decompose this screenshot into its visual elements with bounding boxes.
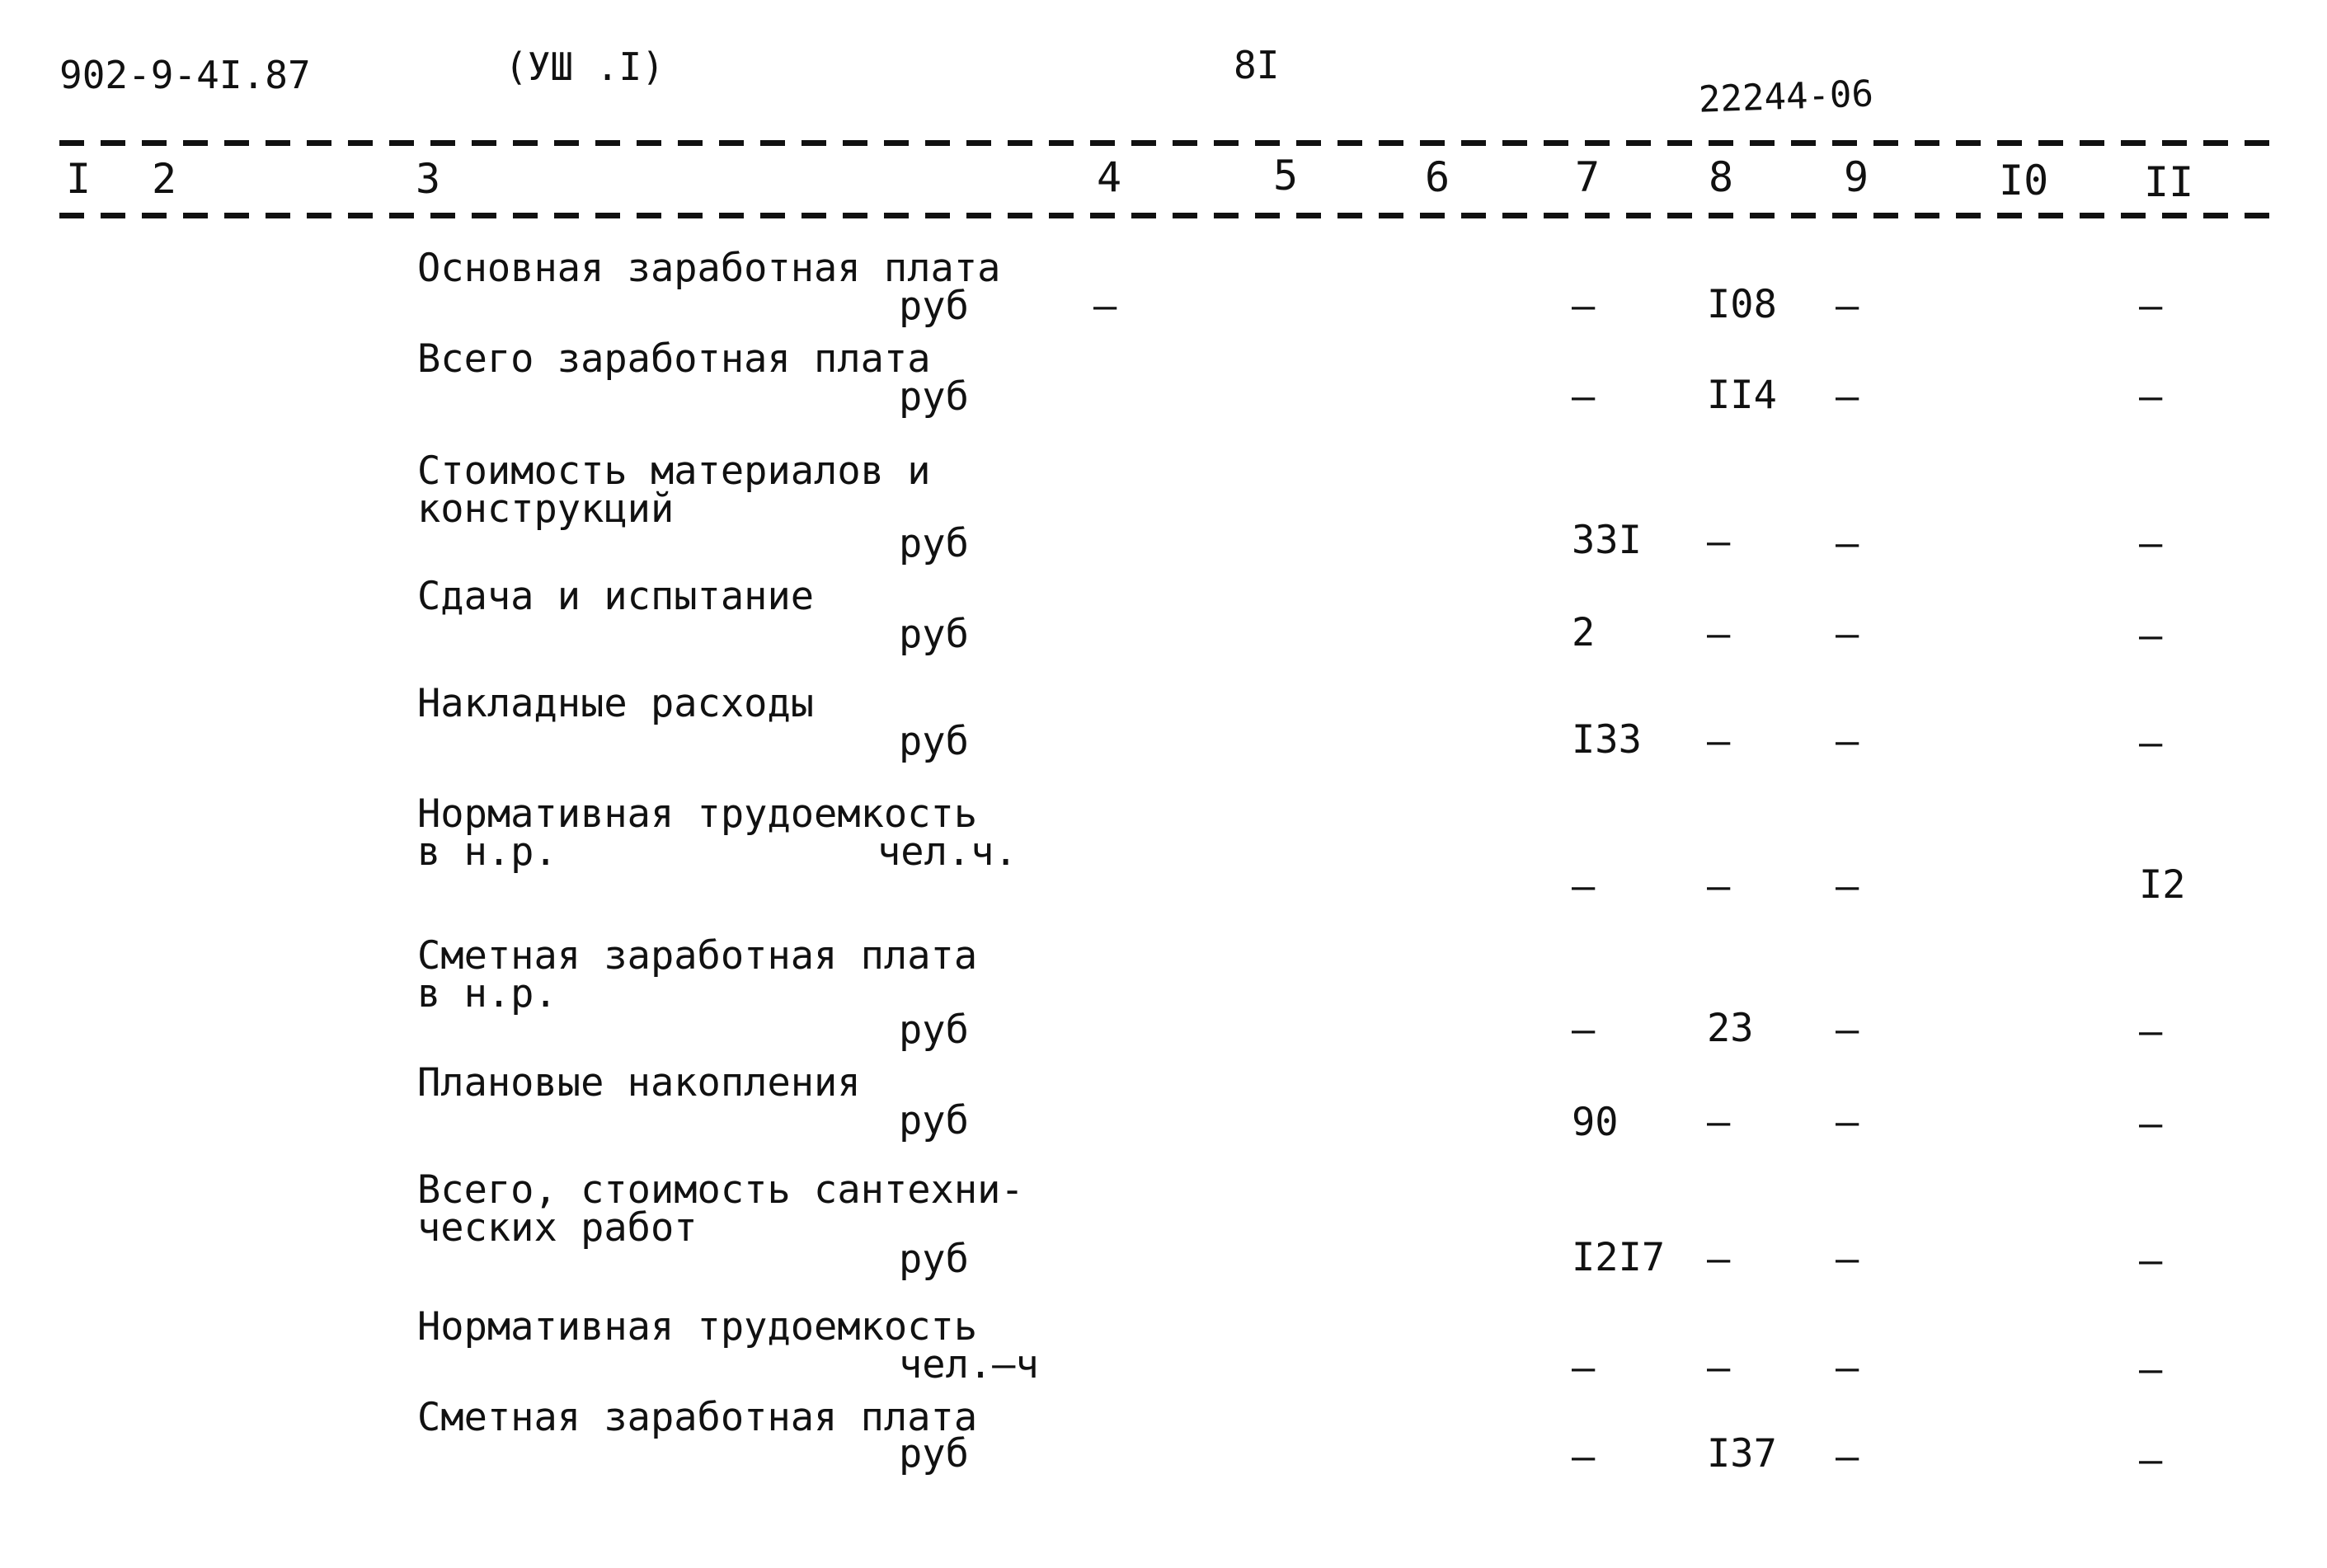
cell-col9: – bbox=[1836, 1237, 1859, 1282]
column-header-8: 8 bbox=[1709, 153, 1734, 201]
cell-col7: – bbox=[1572, 864, 1596, 909]
cell-col8: – bbox=[1707, 864, 1731, 909]
cell-col11: – bbox=[2139, 284, 2163, 329]
header-top-rule bbox=[59, 140, 2286, 146]
cell-col7: – bbox=[1572, 1434, 1596, 1480]
cell-col8: – bbox=[1707, 519, 1731, 565]
cell-col11: – bbox=[2139, 721, 2163, 766]
section-label: (УШ .I) bbox=[505, 45, 665, 89]
cell-col11: – bbox=[2139, 1347, 2163, 1392]
cell-col7: – bbox=[1572, 284, 1596, 329]
row-unit: руб bbox=[899, 612, 969, 657]
row-label-continued: в н.р. bbox=[417, 971, 557, 1016]
row-unit: руб bbox=[899, 284, 969, 329]
row-unit: руб bbox=[899, 374, 969, 420]
row-unit: чел.ч. bbox=[877, 829, 1018, 875]
row-label-continued: ческих работ bbox=[417, 1205, 698, 1251]
cell-col9: – bbox=[1836, 374, 1859, 420]
cell-col8: – bbox=[1707, 612, 1731, 657]
cell-col9: – bbox=[1836, 1345, 1859, 1391]
cell-col8: – bbox=[1707, 719, 1731, 764]
cell-col7: I33 bbox=[1572, 717, 1642, 763]
row-unit: руб bbox=[899, 1007, 969, 1053]
cell-col9: – bbox=[1836, 284, 1859, 329]
cell-col7: I2I7 bbox=[1572, 1235, 1666, 1280]
row-unit: руб bbox=[899, 1431, 969, 1476]
cell-col11: – bbox=[2139, 1238, 2163, 1284]
cell-col9: – bbox=[1836, 521, 1859, 566]
column-header-7: 7 bbox=[1575, 153, 1601, 201]
cell-col8: I08 bbox=[1707, 282, 1777, 327]
cell-col7: – bbox=[1572, 1345, 1596, 1391]
row-label: Нормативная трудоемкость bbox=[417, 1304, 978, 1350]
cell-col8: II4 bbox=[1707, 373, 1777, 418]
cell-col11: – bbox=[2139, 374, 2163, 420]
cell-col11: – bbox=[2139, 1438, 2163, 1483]
cell-col9: – bbox=[1836, 1100, 1859, 1145]
cell-col11: – bbox=[2139, 1101, 2163, 1147]
sheet-number: 22244-06 bbox=[1698, 73, 1874, 121]
row-label: Всего заработная плата bbox=[417, 336, 931, 382]
column-header-1: I bbox=[66, 155, 92, 203]
cell-col11: I2 bbox=[2139, 862, 2186, 908]
cell-col8: 23 bbox=[1707, 1006, 1754, 1051]
row-label: Всего, стоимость сантехни- bbox=[417, 1167, 1024, 1213]
cell-col8: – bbox=[1707, 1237, 1731, 1282]
cell-col7: – bbox=[1572, 374, 1596, 420]
header-bottom-rule bbox=[59, 213, 2286, 218]
row-unit: чел.–ч bbox=[899, 1342, 1039, 1387]
cell-col8: I37 bbox=[1707, 1431, 1777, 1476]
cell-col8: – bbox=[1707, 1345, 1731, 1391]
cell-col4: – bbox=[1093, 284, 1117, 329]
document-code: 902-9-4I.87 bbox=[59, 53, 311, 97]
cell-col7: – bbox=[1572, 1007, 1596, 1053]
row-unit: руб bbox=[899, 1237, 969, 1282]
row-label: Сдача и испытание bbox=[417, 574, 815, 619]
cell-col9: – bbox=[1836, 1434, 1859, 1480]
row-label-continued: конструкций bbox=[417, 486, 675, 532]
row-label: Нормативная трудоемкость bbox=[417, 791, 978, 837]
cell-col9: – bbox=[1836, 864, 1859, 909]
cell-col7: 90 bbox=[1572, 1100, 1619, 1145]
row-label: Плановые накопления bbox=[417, 1060, 861, 1106]
row-unit: руб bbox=[899, 1098, 969, 1143]
cell-col9: – bbox=[1836, 1007, 1859, 1053]
row-label-continued: в н.р. bbox=[417, 829, 557, 875]
column-header-5: 5 bbox=[1273, 152, 1299, 200]
column-header-4: 4 bbox=[1097, 153, 1122, 201]
column-header-10: I0 bbox=[1999, 157, 2049, 204]
cell-col11: – bbox=[2139, 613, 2163, 659]
column-header-2: 2 bbox=[152, 155, 177, 203]
cell-col8: – bbox=[1707, 1100, 1731, 1145]
cell-col9: – bbox=[1836, 612, 1859, 657]
row-unit: руб bbox=[899, 719, 969, 764]
cell-col7: 33I bbox=[1572, 518, 1642, 563]
column-header-11: II bbox=[2144, 158, 2194, 206]
cell-col11: – bbox=[2139, 1009, 2163, 1054]
column-header-9: 9 bbox=[1844, 153, 1869, 201]
column-header-3: 3 bbox=[416, 155, 441, 203]
cell-col7: 2 bbox=[1572, 610, 1596, 655]
row-label: Основная заработная плата bbox=[417, 246, 1001, 291]
row-label: Стоимость материалов и bbox=[417, 448, 931, 494]
page-number: 8I bbox=[1234, 43, 1280, 87]
row-label: Накладные расходы bbox=[417, 681, 815, 726]
row-unit: руб bbox=[899, 521, 969, 566]
row-label: Сметная заработная плата bbox=[417, 933, 978, 979]
cell-col11: – bbox=[2139, 521, 2163, 566]
column-header-6: 6 bbox=[1425, 153, 1450, 201]
row-label: Сметная заработная плата bbox=[417, 1395, 978, 1440]
cell-col9: – bbox=[1836, 719, 1859, 764]
